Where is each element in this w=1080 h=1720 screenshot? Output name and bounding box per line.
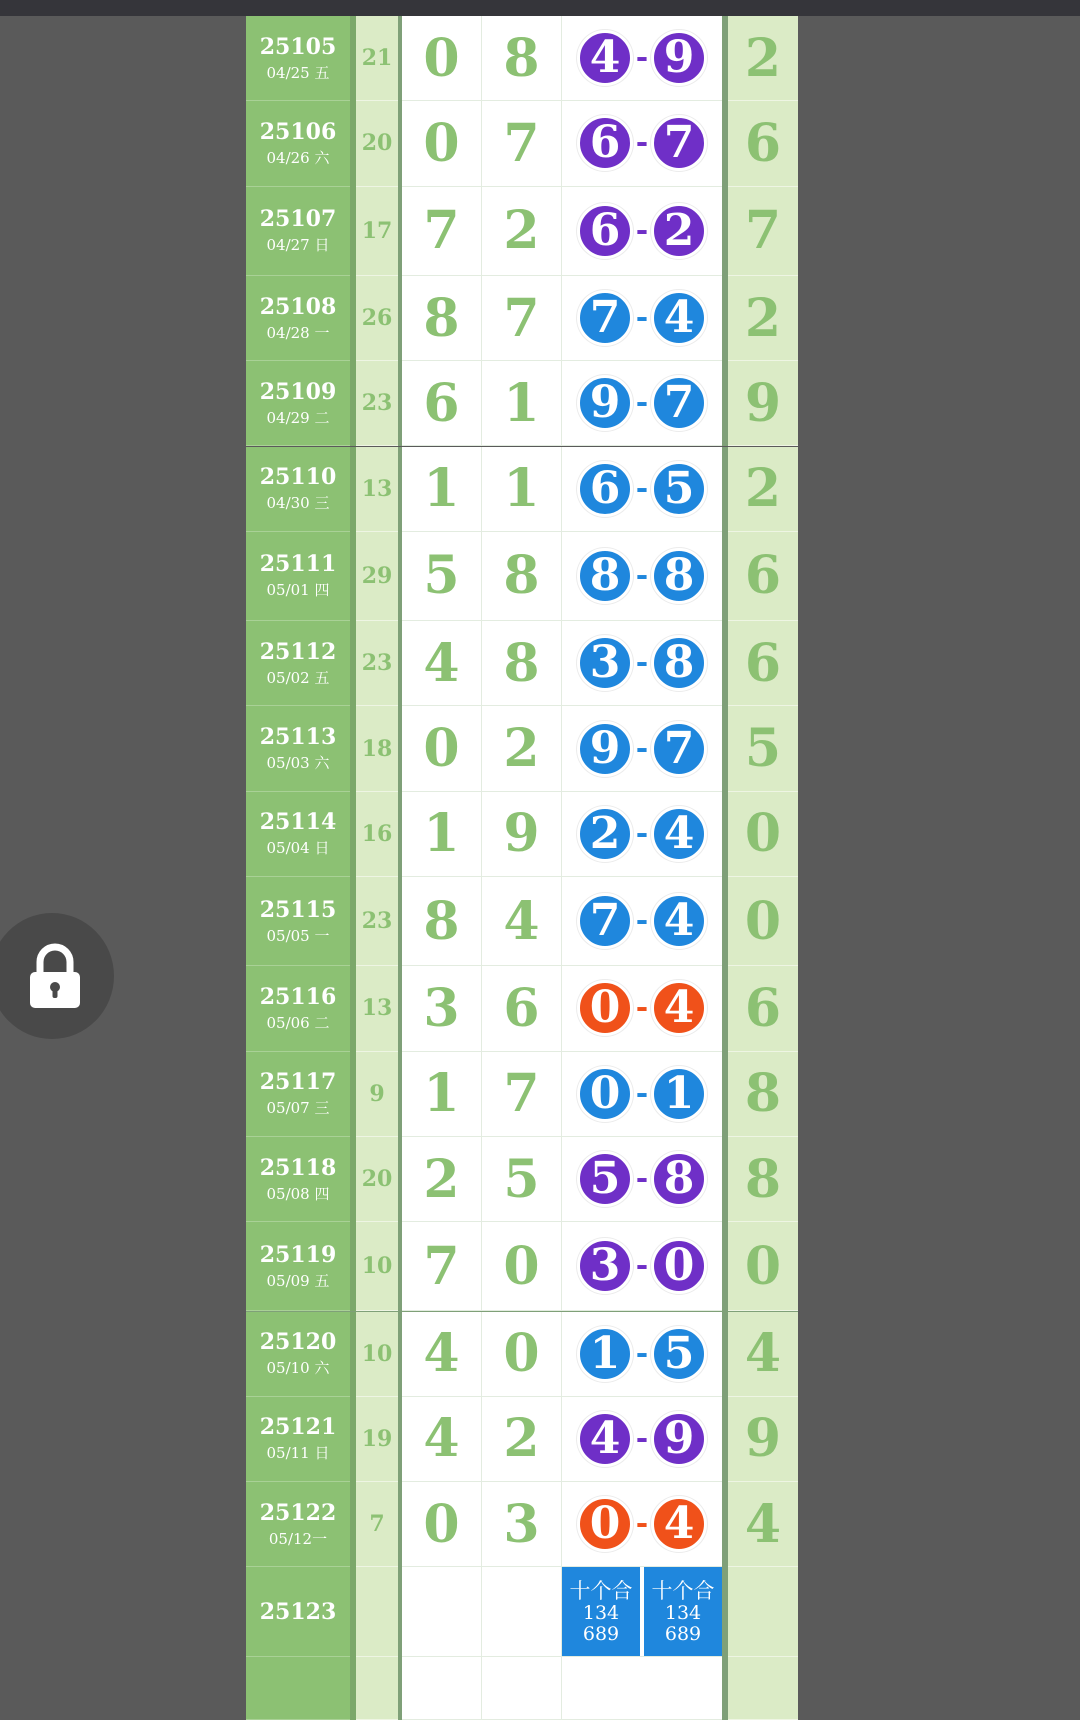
issue-number: 25105 bbox=[259, 33, 337, 60]
sum-cell: 20 bbox=[356, 101, 398, 186]
digit-cell: 8 bbox=[402, 276, 482, 361]
issue-number: 25114 bbox=[259, 809, 337, 836]
issue-cell bbox=[246, 877, 350, 966]
table-row bbox=[246, 1312, 798, 1397]
table-row bbox=[246, 101, 798, 186]
last-digit-cell: 2 bbox=[728, 447, 798, 532]
digit-cell: 2 bbox=[402, 1137, 482, 1222]
number-ball: 4 bbox=[651, 893, 707, 949]
digit-cell: 8 bbox=[402, 877, 482, 966]
pair-separator: - bbox=[635, 385, 649, 421]
number-ball: 3 bbox=[577, 635, 633, 691]
digit-cell: 3 bbox=[402, 966, 482, 1051]
issue-cell bbox=[246, 1312, 350, 1397]
table-row bbox=[246, 1397, 798, 1482]
sum-cell: 23 bbox=[356, 621, 398, 706]
digit-cell bbox=[402, 1567, 482, 1656]
issue-date: 05/10 六 bbox=[266, 1359, 330, 1378]
digit-cell: 4 bbox=[402, 1397, 482, 1482]
lock-button[interactable] bbox=[0, 913, 114, 1039]
ball-pair-cell bbox=[562, 792, 722, 877]
issue-cell bbox=[246, 1482, 350, 1567]
number-ball: 8 bbox=[577, 548, 633, 604]
digit-cell: 6 bbox=[402, 361, 482, 446]
issue-date: 05/12一 bbox=[268, 1529, 328, 1548]
issue-date: 05/11 日 bbox=[266, 1444, 330, 1463]
last-digit-cell: 0 bbox=[728, 792, 798, 877]
digit-cell: 7 bbox=[482, 101, 562, 186]
last-digit-cell: 2 bbox=[728, 276, 798, 361]
ball-pair-cell bbox=[562, 621, 722, 706]
pair-separator: - bbox=[635, 990, 649, 1026]
issue-date: 05/09 五 bbox=[266, 1271, 330, 1290]
digit-cell: 1 bbox=[402, 1052, 482, 1137]
digit-cell: 4 bbox=[482, 877, 562, 966]
digit-cell: 5 bbox=[402, 532, 482, 621]
pair-separator: - bbox=[635, 125, 649, 161]
ball-pair-cell bbox=[562, 16, 722, 101]
ball-pair-cell bbox=[562, 706, 722, 791]
digit-cell: 1 bbox=[402, 792, 482, 877]
sum-cell: 29 bbox=[356, 532, 398, 621]
issue-number: 25111 bbox=[259, 551, 337, 578]
digit-cell: 2 bbox=[482, 187, 562, 276]
last-digit-cell: 2 bbox=[728, 16, 798, 101]
pair-separator: - bbox=[635, 645, 649, 681]
number-ball: 2 bbox=[651, 203, 707, 259]
ball-pair-cell bbox=[562, 1657, 722, 1720]
issue-cell bbox=[246, 621, 350, 706]
digit-cell bbox=[482, 1657, 562, 1720]
digit-cell: 4 bbox=[402, 1312, 482, 1397]
number-ball: 4 bbox=[651, 980, 707, 1036]
sum-cell: 16 bbox=[356, 792, 398, 877]
issue-number: 25109 bbox=[259, 378, 337, 405]
issue-cell bbox=[246, 101, 350, 186]
ball-pair-cell bbox=[562, 1222, 722, 1311]
digit-cell: 0 bbox=[402, 101, 482, 186]
sum-cell bbox=[356, 1657, 398, 1720]
prediction-digits: 689 bbox=[664, 1622, 702, 1645]
sum-cell: 10 bbox=[356, 1222, 398, 1311]
number-ball: 5 bbox=[577, 1151, 633, 1207]
table-row bbox=[246, 361, 798, 446]
sum-cell: 23 bbox=[356, 361, 398, 446]
ball-pair-cell bbox=[562, 276, 722, 361]
issue-number: 25123 bbox=[259, 1598, 337, 1625]
pair-separator: - bbox=[635, 730, 649, 766]
issue-date: 05/03 六 bbox=[266, 754, 330, 773]
table-row bbox=[246, 792, 798, 877]
pair-separator: - bbox=[635, 903, 649, 939]
last-digit-cell: 6 bbox=[728, 966, 798, 1051]
number-ball: 8 bbox=[651, 548, 707, 604]
number-ball: 9 bbox=[651, 1411, 707, 1467]
sum-cell: 13 bbox=[356, 966, 398, 1051]
digit-cell: 9 bbox=[482, 792, 562, 877]
digit-cell: 7 bbox=[482, 276, 562, 361]
issue-number: 25120 bbox=[259, 1329, 337, 1356]
issue-cell bbox=[246, 1397, 350, 1482]
last-digit-cell: 4 bbox=[728, 1312, 798, 1397]
number-ball: 9 bbox=[577, 375, 633, 431]
digit-cell: 1 bbox=[482, 447, 562, 532]
table-row bbox=[246, 276, 798, 361]
number-ball: 6 bbox=[577, 461, 633, 517]
number-ball: 6 bbox=[577, 203, 633, 259]
pair-separator: - bbox=[635, 1075, 649, 1111]
ball-pair-cell bbox=[562, 1482, 722, 1567]
number-ball: 8 bbox=[651, 1151, 707, 1207]
prediction-title: 十个合 bbox=[569, 1578, 633, 1603]
issue-number: 25119 bbox=[259, 1241, 337, 1268]
issue-date: 04/30 三 bbox=[266, 494, 330, 513]
prediction-title: 十个合 bbox=[651, 1578, 715, 1603]
number-ball: 0 bbox=[651, 1238, 707, 1294]
lottery-history-table bbox=[246, 16, 798, 1720]
last-digit-cell: 7 bbox=[728, 187, 798, 276]
number-ball: 9 bbox=[651, 30, 707, 86]
number-ball: 5 bbox=[651, 461, 707, 517]
last-digit-cell bbox=[728, 1567, 798, 1656]
last-digit-cell: 0 bbox=[728, 1222, 798, 1311]
last-digit-cell: 6 bbox=[728, 621, 798, 706]
prediction-digits: 689 bbox=[582, 1622, 620, 1645]
issue-date: 05/05 一 bbox=[266, 926, 330, 945]
ball-pair-cell bbox=[562, 361, 722, 446]
issue-cell bbox=[246, 706, 350, 791]
sum-cell: 21 bbox=[356, 16, 398, 101]
sum-cell bbox=[356, 1567, 398, 1656]
prediction-box bbox=[644, 1567, 722, 1655]
issue-date: 04/28 一 bbox=[266, 323, 330, 342]
pair-separator: - bbox=[635, 815, 649, 851]
last-digit-cell: 6 bbox=[728, 101, 798, 186]
digit-cell: 0 bbox=[402, 16, 482, 101]
prediction-cell bbox=[562, 1567, 722, 1656]
pair-separator: - bbox=[635, 1161, 649, 1197]
prediction-digits: 134 bbox=[664, 1601, 702, 1624]
table-row bbox=[246, 966, 798, 1051]
issue-number: 25110 bbox=[259, 464, 337, 491]
pair-separator: - bbox=[635, 300, 649, 336]
issue-cell bbox=[246, 1052, 350, 1137]
number-ball: 0 bbox=[577, 980, 633, 1036]
number-ball: 9 bbox=[577, 721, 633, 777]
ball-pair-cell bbox=[562, 101, 722, 186]
digit-cell: 5 bbox=[482, 1137, 562, 1222]
table-row bbox=[246, 877, 798, 970]
digit-cell: 0 bbox=[482, 1312, 562, 1397]
issue-number: 25117 bbox=[259, 1069, 337, 1096]
pair-separator: - bbox=[635, 1335, 649, 1371]
last-digit-cell: 8 bbox=[728, 1052, 798, 1137]
last-digit-cell: 5 bbox=[728, 706, 798, 791]
number-ball: 6 bbox=[577, 115, 633, 171]
issue-cell bbox=[246, 187, 350, 276]
table-row bbox=[246, 1482, 798, 1567]
issue-cell bbox=[246, 361, 350, 446]
pair-separator: - bbox=[635, 1248, 649, 1284]
number-ball: 4 bbox=[577, 1411, 633, 1467]
digit-cell: 0 bbox=[402, 706, 482, 791]
ball-pair-cell bbox=[562, 532, 722, 621]
ball-pair-cell bbox=[562, 1052, 722, 1137]
issue-date: 04/25 五 bbox=[266, 63, 330, 82]
digit-cell: 7 bbox=[402, 1222, 482, 1311]
digit-cell bbox=[482, 1567, 562, 1656]
sum-cell: 7 bbox=[356, 1482, 398, 1567]
digit-cell: 1 bbox=[482, 361, 562, 446]
sum-cell: 19 bbox=[356, 1397, 398, 1482]
number-ball: 7 bbox=[577, 893, 633, 949]
digit-cell: 8 bbox=[482, 16, 562, 101]
number-ball: 4 bbox=[651, 806, 707, 862]
issue-cell bbox=[246, 1657, 350, 1720]
issue-cell bbox=[246, 16, 350, 101]
issue-date: 05/06 二 bbox=[266, 1013, 330, 1032]
ball-pair-cell bbox=[562, 1312, 722, 1397]
pair-separator: - bbox=[635, 557, 649, 593]
issue-date: 04/29 二 bbox=[266, 408, 330, 427]
issue-date: 05/08 四 bbox=[266, 1184, 330, 1203]
ball-pair-cell bbox=[562, 1137, 722, 1222]
digit-cell: 6 bbox=[482, 966, 562, 1051]
digit-cell: 7 bbox=[482, 1052, 562, 1137]
digit-cell: 4 bbox=[402, 621, 482, 706]
issue-number: 25113 bbox=[259, 724, 337, 751]
last-digit-cell: 4 bbox=[728, 1482, 798, 1567]
last-digit-cell: 6 bbox=[728, 532, 798, 621]
number-ball: 5 bbox=[651, 1326, 707, 1382]
issue-number: 25112 bbox=[259, 638, 337, 665]
ball-pair-cell bbox=[562, 447, 722, 532]
pair-separator: - bbox=[635, 1420, 649, 1456]
issue-number: 25122 bbox=[259, 1499, 337, 1526]
ball-pair-cell bbox=[562, 877, 722, 966]
issue-cell bbox=[246, 276, 350, 361]
issue-cell bbox=[246, 792, 350, 877]
number-ball: 7 bbox=[577, 290, 633, 346]
table-row bbox=[246, 1137, 798, 1222]
sum-cell: 20 bbox=[356, 1137, 398, 1222]
table-row bbox=[246, 706, 798, 791]
table-row bbox=[246, 187, 798, 280]
digit-cell: 2 bbox=[482, 706, 562, 791]
issue-date: 05/04 日 bbox=[266, 839, 330, 858]
ball-pair-cell bbox=[562, 187, 722, 276]
ball-pair-cell bbox=[562, 1397, 722, 1482]
sum-cell: 17 bbox=[356, 187, 398, 276]
table-row bbox=[246, 1052, 798, 1137]
issue-date: 04/27 日 bbox=[266, 236, 330, 255]
number-ball: 4 bbox=[651, 1496, 707, 1552]
number-ball: 2 bbox=[577, 806, 633, 862]
issue-number: 25107 bbox=[259, 206, 337, 233]
issue-cell bbox=[246, 532, 350, 621]
digit-cell: 0 bbox=[482, 1222, 562, 1311]
table-row bbox=[246, 532, 798, 625]
table-row bbox=[246, 621, 798, 706]
sum-cell: 23 bbox=[356, 877, 398, 966]
last-digit-cell: 9 bbox=[728, 1397, 798, 1482]
number-ball: 8 bbox=[651, 635, 707, 691]
table-row bbox=[246, 1222, 798, 1315]
digit-cell: 3 bbox=[482, 1482, 562, 1567]
issue-number: 25106 bbox=[259, 118, 337, 145]
pair-separator: - bbox=[635, 470, 649, 506]
number-ball: 7 bbox=[651, 721, 707, 777]
issue-date: 04/26 六 bbox=[266, 148, 330, 167]
sum-cell: 18 bbox=[356, 706, 398, 791]
issue-cell bbox=[246, 1137, 350, 1222]
top-status-bar bbox=[0, 0, 1080, 16]
number-ball: 1 bbox=[651, 1066, 707, 1122]
issue-cell bbox=[246, 1567, 350, 1656]
last-digit-cell: 0 bbox=[728, 877, 798, 966]
issue-cell bbox=[246, 447, 350, 532]
lock-icon bbox=[26, 942, 84, 1010]
digit-cell: 1 bbox=[402, 447, 482, 532]
prediction-row bbox=[246, 1567, 798, 1660]
prediction-digits: 134 bbox=[582, 1601, 620, 1624]
digit-cell: 8 bbox=[482, 621, 562, 706]
issue-number: 25115 bbox=[259, 896, 337, 923]
number-ball: 4 bbox=[577, 30, 633, 86]
issue-number: 25108 bbox=[259, 293, 337, 320]
issue-date: 05/02 五 bbox=[266, 668, 330, 687]
table-row bbox=[246, 16, 798, 101]
last-digit-cell bbox=[728, 1657, 798, 1720]
number-ball: 7 bbox=[651, 375, 707, 431]
digit-cell: 7 bbox=[402, 187, 482, 276]
issue-number: 25116 bbox=[259, 983, 337, 1010]
last-digit-cell: 9 bbox=[728, 361, 798, 446]
ball-pair-cell bbox=[562, 966, 722, 1051]
pair-separator: - bbox=[635, 40, 649, 76]
issue-date: 05/07 三 bbox=[266, 1099, 330, 1118]
digit-cell: 8 bbox=[482, 532, 562, 621]
number-ball: 4 bbox=[651, 290, 707, 346]
prediction-box bbox=[562, 1567, 640, 1655]
pair-separator: - bbox=[635, 212, 649, 248]
digit-cell: 0 bbox=[402, 1482, 482, 1567]
digit-cell bbox=[402, 1657, 482, 1720]
last-digit-cell: 8 bbox=[728, 1137, 798, 1222]
number-ball: 1 bbox=[577, 1326, 633, 1382]
sum-cell: 13 bbox=[356, 447, 398, 532]
table-row bbox=[246, 447, 798, 532]
issue-number: 25121 bbox=[259, 1414, 337, 1441]
issue-number: 25118 bbox=[259, 1154, 337, 1181]
number-ball: 7 bbox=[651, 115, 707, 171]
pair-separator: - bbox=[635, 1506, 649, 1542]
table-row bbox=[246, 1657, 798, 1720]
digit-cell: 2 bbox=[482, 1397, 562, 1482]
number-ball: 0 bbox=[577, 1496, 633, 1552]
sum-cell: 10 bbox=[356, 1312, 398, 1397]
sum-cell: 26 bbox=[356, 276, 398, 361]
number-ball: 3 bbox=[577, 1238, 633, 1294]
sum-cell: 9 bbox=[356, 1052, 398, 1137]
issue-cell bbox=[246, 966, 350, 1051]
issue-cell bbox=[246, 1222, 350, 1311]
issue-date: 05/01 四 bbox=[266, 581, 330, 600]
number-ball: 0 bbox=[577, 1066, 633, 1122]
